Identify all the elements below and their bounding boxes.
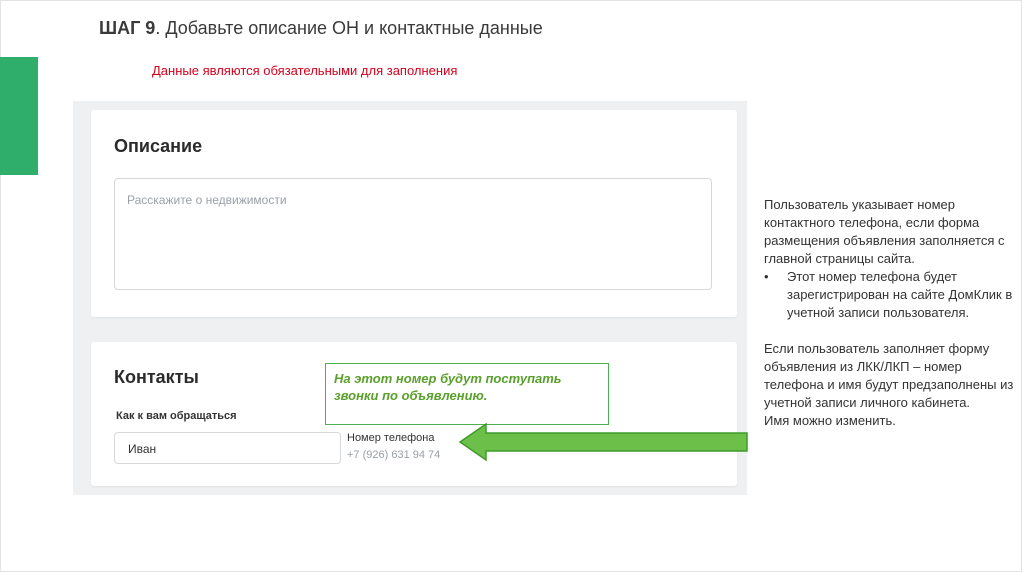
description-heading: Описание	[114, 136, 203, 156]
description-card	[91, 110, 737, 317]
note-bullet	[764, 268, 1019, 322]
step-label: ШАГ 9	[99, 18, 156, 38]
step-description: . Добавьте описание ОН и контактные данные	[155, 18, 543, 38]
contacts-heading: Контакты	[114, 367, 199, 387]
name-value: Иван	[128, 442, 157, 456]
left-arrow-icon	[458, 422, 750, 462]
note-paragraph-2: Если пользователь заполняет форму объявления из ЛКК/ЛКП – номер телефона и имя будут предзаполнены из учетной записи личного кабинета.	[764, 341, 1014, 410]
note-paragraph-1: Пользователь указывает номер контактного телефона, если форма размещения объявления заполняется с главной страницы сайта.	[764, 197, 1005, 266]
callout-box	[325, 363, 609, 425]
notes-panel	[764, 196, 1019, 430]
bullet-marker: •	[764, 269, 769, 284]
note-bullet-text: Этот номер телефона будет зарегистрирован на сайте ДомКлик в учетной записи пользователя.	[787, 269, 1013, 320]
description-textarea[interactable]	[114, 178, 712, 290]
required-note: Данные являются обязательными для заполнения	[152, 63, 458, 78]
note-paragraph-3: Имя можно изменить.	[764, 413, 896, 428]
name-label: Как к вам обращаться	[116, 410, 237, 422]
phone-label: Номер телефона	[347, 432, 435, 444]
callout-text: На этот номер будут поступать звонки по объявлению.	[334, 371, 562, 403]
slide-title	[99, 18, 543, 39]
description-placeholder: Расскажите о недвижимости	[127, 193, 287, 207]
phone-value: +7 (926) 631 94 74	[347, 449, 441, 461]
accent-bar	[0, 57, 38, 175]
name-input[interactable]	[114, 432, 341, 464]
